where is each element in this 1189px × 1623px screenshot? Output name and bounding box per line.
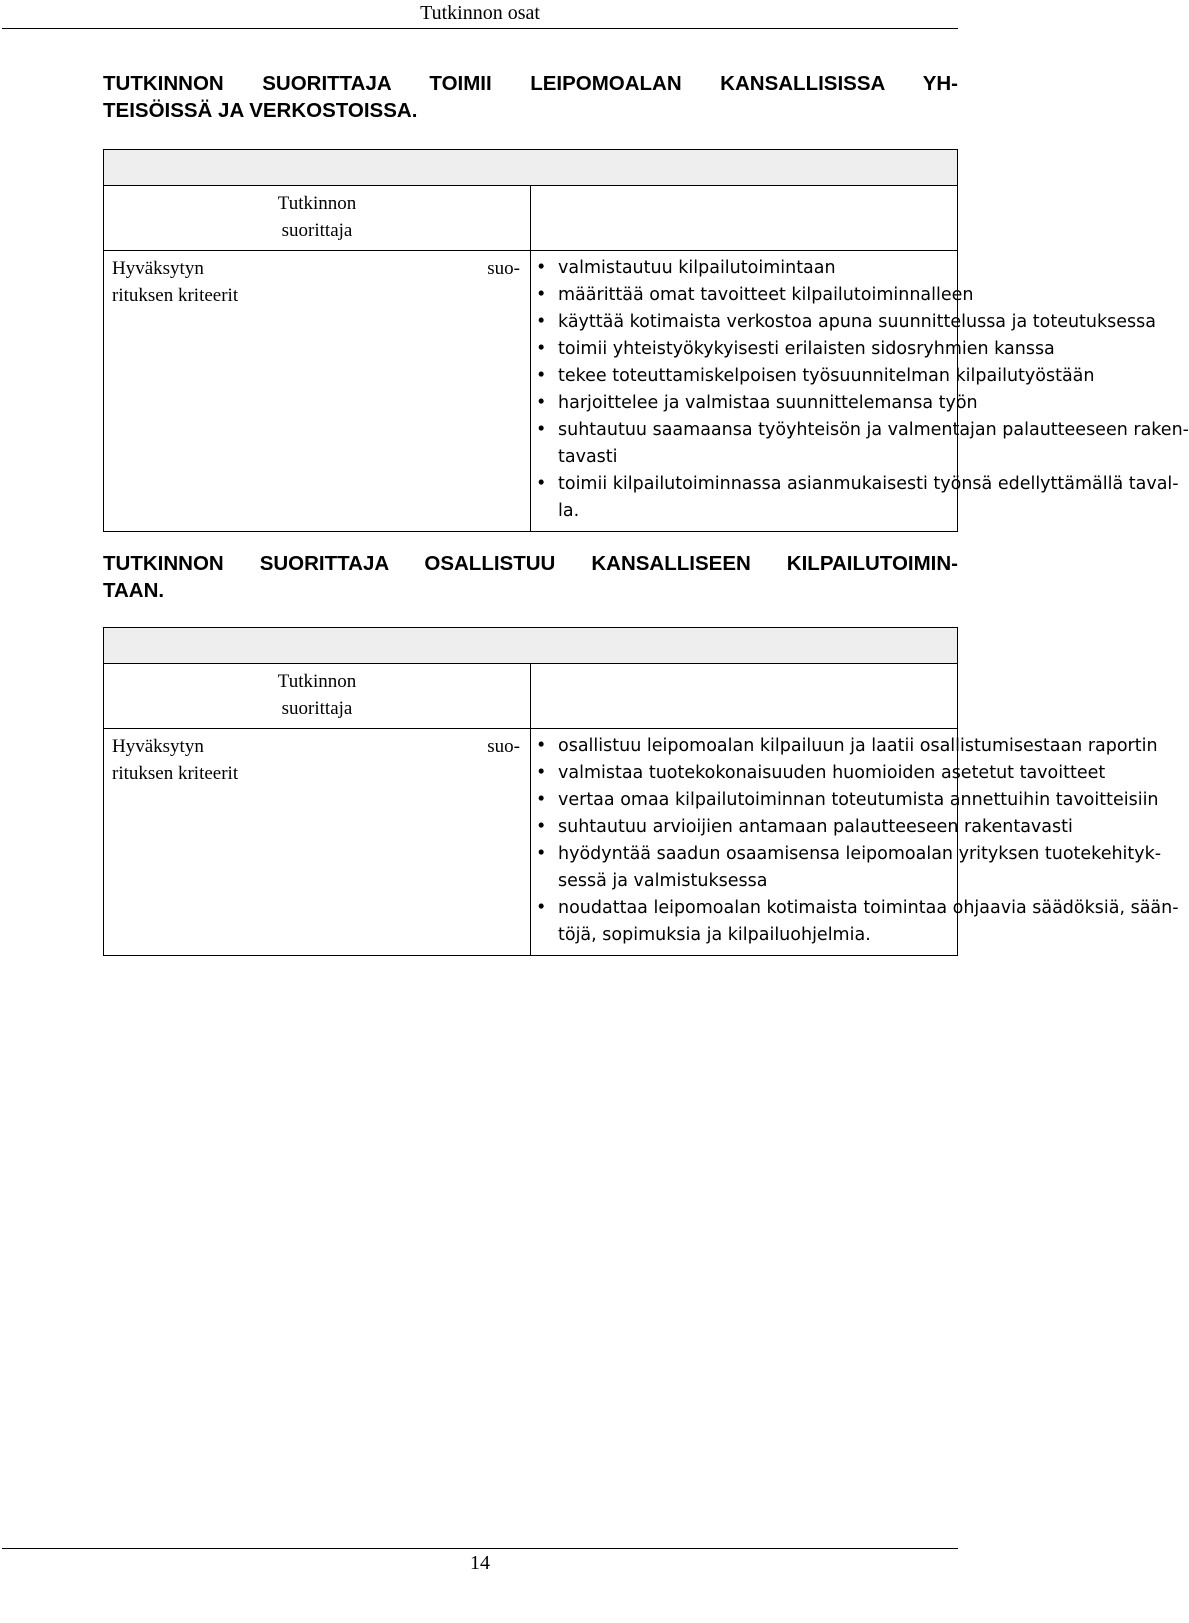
criteria-item bbox=[558, 895, 1179, 949]
criteria-item-text-cont: tavasti bbox=[558, 447, 618, 467]
performer-label-cell bbox=[104, 186, 531, 251]
criteria-item-text-cont: la. bbox=[558, 501, 580, 521]
section-heading bbox=[103, 550, 958, 604]
criteria-item bbox=[558, 814, 1073, 841]
performer-label-line: suorittaja bbox=[281, 220, 353, 241]
criteria-item-text: valmistaa tuotekokonaisuuden huomioiden asetetut tavoitteet bbox=[558, 763, 1106, 783]
criteria-item-text: • hyödyntää saadun osaamisensa leipomoalan yrityksen tuotekehityk- bbox=[558, 844, 1162, 864]
criteria-label-cell bbox=[104, 729, 531, 956]
performer-row bbox=[104, 186, 958, 251]
criteria-item-text: toimii yhteistyökykyisesti erilaisten sidosryhmien kanssa bbox=[558, 339, 1055, 359]
performer-row bbox=[104, 664, 958, 729]
criteria-item bbox=[558, 733, 1158, 760]
criteria-list-cell bbox=[531, 251, 1189, 532]
criteria-item bbox=[558, 841, 1162, 895]
criteria-row bbox=[104, 251, 958, 532]
performer-value-cell bbox=[531, 664, 958, 729]
criteria-item-text: harjoittelee ja valmistaa suunnittelemansa työn bbox=[558, 393, 978, 413]
criteria-item bbox=[558, 760, 1106, 787]
criteria-item bbox=[558, 390, 978, 417]
performer-label-line: Tutkinnon bbox=[277, 193, 357, 214]
criteria-list bbox=[531, 729, 1179, 955]
criteria-item-text: tekee toteuttamiskelpoisen työsuunnitelman kilpailutyöstään bbox=[558, 366, 1095, 386]
criteria-item-text: vertaa omaa kilpailutoiminnan toteutumista annettuihin tavoitteisiin bbox=[558, 790, 1159, 810]
criteria-item-text-cont: sessä ja valmistuksessa bbox=[558, 871, 768, 891]
criteria-item bbox=[558, 787, 1159, 814]
table-header-band bbox=[104, 628, 958, 664]
criteria-list-cell bbox=[531, 729, 1179, 956]
heading-line: TUTKINNON SUORITTAJA TOIMII LEIPOMOALAN KANSALLISISSA YH- bbox=[103, 72, 958, 95]
criteria-item bbox=[558, 363, 1095, 390]
criteria-item-text: • suhtautuu saamaansa työyhteisön ja valmentajan palautteeseen raken- bbox=[558, 420, 1189, 440]
section-heading bbox=[103, 70, 958, 124]
criteria-item bbox=[558, 471, 1179, 525]
performer-label-line: suorittaja bbox=[281, 698, 353, 719]
criteria-item-text: käyttää kotimaista verkostoa apuna suunnittelussa ja toteutuksessa bbox=[558, 312, 1156, 332]
criteria-label-line: Hyväksytyn suo- bbox=[112, 736, 520, 757]
criteria-item-text: määrittää omat tavoitteet kilpailutoiminnalleen bbox=[558, 285, 974, 305]
criteria-item-text: • noudattaa leipomoalan kotimaista toimintaa ohjaavia säädöksiä, sään- bbox=[558, 898, 1179, 918]
criteria-item-text: • toimii kilpailutoiminnassa asianmukaisesti työnsä edellyttämällä taval- bbox=[558, 474, 1179, 494]
criteria-item bbox=[558, 255, 953, 282]
criteria-label-line: rituksen kriteerit bbox=[112, 285, 239, 306]
criteria-item bbox=[558, 417, 1189, 471]
criteria-item-text: valmistautuu kilpailutoimintaan bbox=[558, 258, 836, 278]
criteria-item-text-cont: töjä, sopimuksia ja kilpailuohjelmia. bbox=[558, 925, 871, 945]
table-header-band bbox=[104, 150, 958, 186]
performer-label-cell bbox=[104, 664, 531, 729]
criteria-table bbox=[103, 627, 1179, 956]
performer-label-line: Tutkinnon bbox=[277, 671, 357, 692]
criteria-item-text: osallistuu leipomoalan kilpailuun ja laatii osallistumisestaan raportin bbox=[558, 736, 1158, 756]
performer-value-cell bbox=[531, 186, 958, 251]
header-rule bbox=[2, 28, 958, 29]
criteria-label-line: rituksen kriteerit bbox=[112, 763, 239, 784]
criteria-row bbox=[104, 729, 958, 956]
criteria-item-text: suhtautuu arvioijien antamaan palautteeseen rakentavasti bbox=[558, 817, 1073, 837]
criteria-item bbox=[558, 282, 974, 309]
page-number: 14 bbox=[470, 1552, 490, 1574]
heading-line: TAAN. bbox=[103, 579, 165, 602]
running-header: Tutkinnon osat bbox=[420, 2, 540, 24]
heading-line: TUTKINNON SUORITTAJA OSALLISTUU KANSALLISEEN KILPAILUTOIMIN- bbox=[103, 552, 958, 575]
criteria-list bbox=[531, 251, 1189, 531]
criteria-item bbox=[558, 309, 1156, 336]
criteria-item bbox=[558, 336, 1055, 363]
criteria-label-line: Hyväksytyn suo- bbox=[112, 258, 520, 279]
footer-rule bbox=[2, 1548, 958, 1549]
heading-line: TEISÖISSÄ JA VERKOSTOISSA. bbox=[103, 99, 418, 122]
criteria-table bbox=[103, 149, 1189, 532]
criteria-label-cell bbox=[104, 251, 531, 532]
